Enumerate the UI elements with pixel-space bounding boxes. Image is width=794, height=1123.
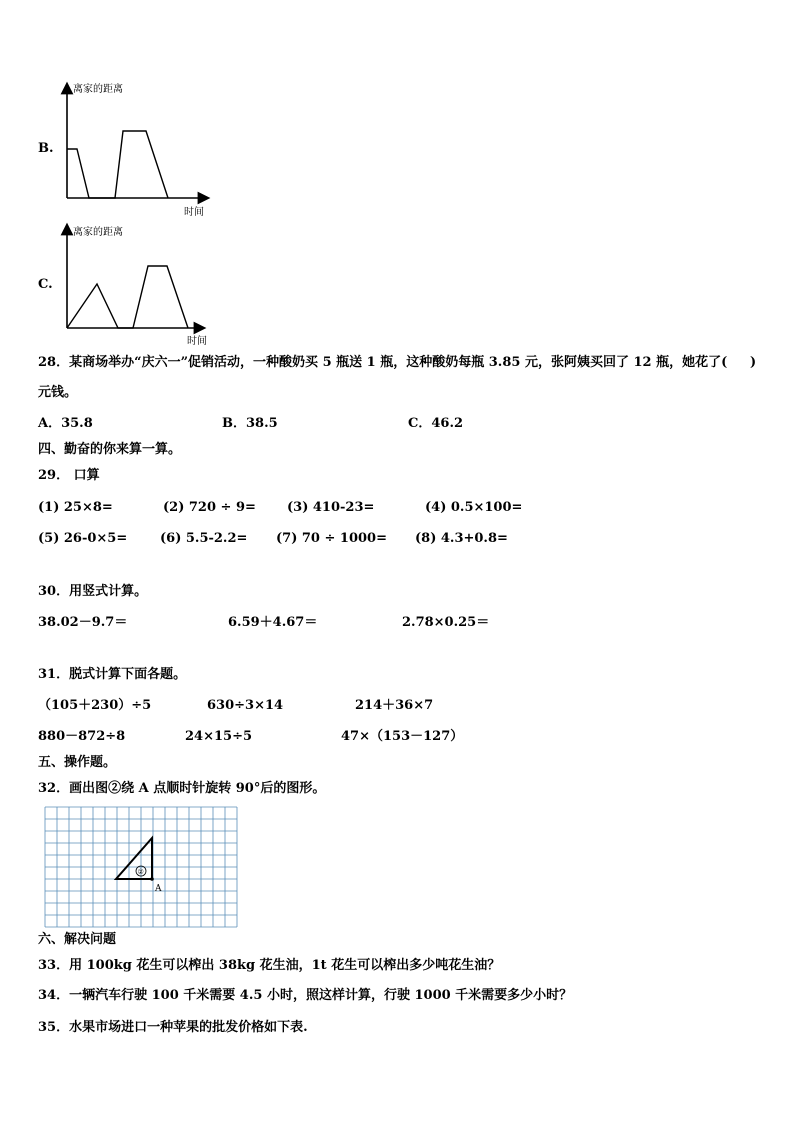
q29-item-5: (5) 26-0×5=: [38, 531, 128, 546]
section-4-heading: 四、勤奋的你来算一算。: [38, 442, 182, 457]
q29-item-3: (3) 410-23=: [287, 500, 375, 515]
q31-item-3: 214＋36×7: [355, 698, 434, 713]
q34-text: 34．一辆汽车行驶 100 千米需要 4.5 小时，照这样计算，行驶 1000 千米需要多少小时？: [38, 988, 573, 1003]
graph-b-ylabel: 离家的距离: [73, 84, 123, 95]
q31-item-1: （105＋230）÷5: [38, 698, 152, 713]
q28-line1: 28．某商场举办“庆六一”促销活动，一种酸奶买 5 瓶送 1 瓶，这种酸奶每瓶 3.85 元，张阿姨买回了 12 瓶，她花了(: [38, 355, 728, 370]
q28-option-c: C．46.2: [408, 416, 464, 431]
triangle-2: [116, 838, 152, 879]
q31-item-6: 47×（153－127）: [341, 729, 464, 744]
q29-item-6: (6) 5.5-2.2=: [160, 531, 248, 546]
q29-item-8: (8) 4.3+0.8=: [415, 531, 508, 546]
q31-item-2: 630÷3×14: [207, 698, 284, 713]
point-a-label: A: [155, 884, 162, 894]
graph-c-ylabel: 离家的距离: [73, 227, 123, 238]
q32-title: 32．画出图②绕 A 点顺时针旋转 90°后的图形。: [38, 781, 326, 796]
q29-title: 29． 口算: [38, 468, 100, 483]
q28-line2: 元钱。: [38, 385, 78, 400]
option-c-label: C.: [38, 277, 53, 292]
q28-paren-close: ): [750, 355, 757, 370]
rotation-grid: [44, 806, 242, 928]
q29-item-2: (2) 720 ÷ 9=: [163, 500, 256, 515]
q35-text: 35．水果市场进口一种苹果的批发价格如下表.: [38, 1020, 308, 1035]
graph-c-xlabel: 时间: [187, 336, 207, 347]
point-a: [150, 877, 154, 881]
q28-option-a: A．35.8: [38, 416, 93, 431]
graph-b-xlabel: 时间: [184, 207, 204, 218]
q31-item-5: 24×15÷5: [185, 729, 253, 744]
option-b-label: B.: [38, 141, 54, 156]
graph-c-line: [67, 266, 188, 328]
q29-item-1: (1) 25×8=: [38, 500, 113, 515]
q28-option-b: B．38.5: [222, 416, 278, 431]
section-6-heading: 六、解决问题: [38, 932, 117, 947]
graph-b-line: [67, 131, 168, 198]
q30-item-2: 6.59＋4.67＝: [228, 615, 318, 630]
figure-2-label: ②: [137, 868, 144, 876]
graph-b: [60, 78, 220, 220]
graph-c: [60, 221, 220, 347]
q30-title: 30．用竖式计算。: [38, 584, 148, 599]
q31-title: 31．脱式计算下面各题。: [38, 667, 187, 682]
q29-item-7: (7) 70 ÷ 1000=: [276, 531, 387, 546]
q30-item-1: 38.02－9.7＝: [38, 615, 128, 630]
q29-item-4: (4) 0.5×100=: [425, 500, 523, 515]
q33-text: 33．用 100kg 花生可以榨出 38kg 花生油，1t 花生可以榨出多少吨花生油？: [38, 958, 501, 973]
q30-item-3: 2.78×0.25＝: [402, 615, 490, 630]
q31-item-4: 880－872÷8: [38, 729, 126, 744]
section-5-heading: 五、操作题。: [38, 755, 117, 770]
